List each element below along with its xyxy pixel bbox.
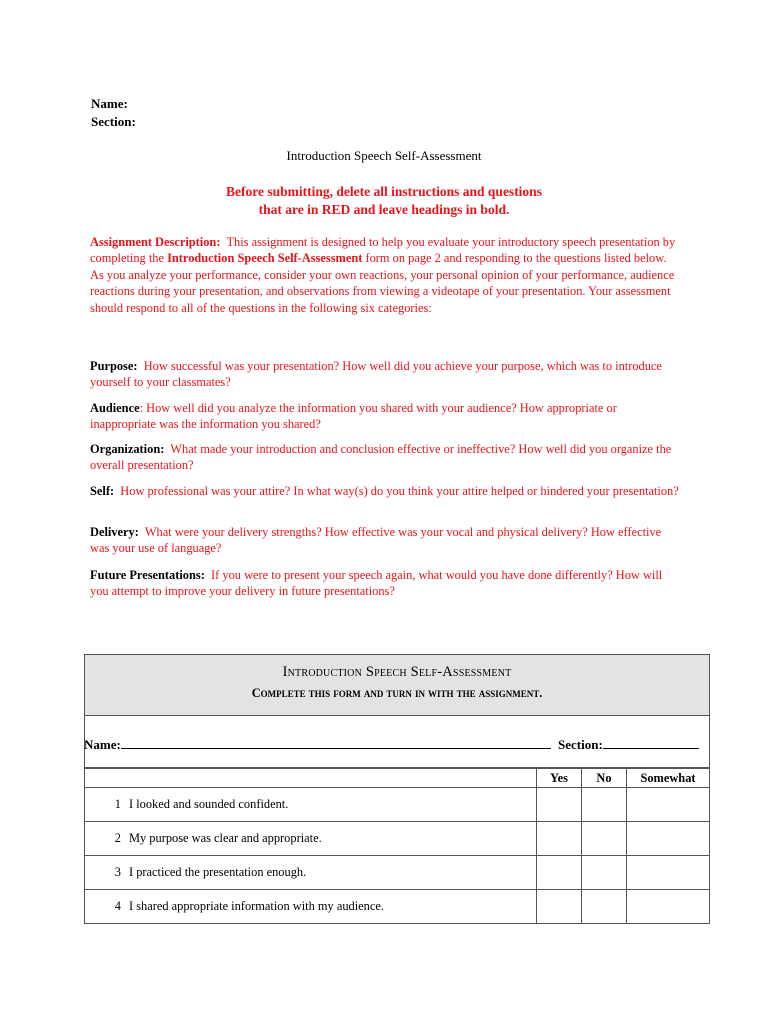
item-number: 3 xyxy=(114,865,121,879)
description-text-b: form on page 2 and responding to the questions listed below. As you analyze your performance, consider your own reactions, your personal opinion of your performance, audience reactions during your presentation, and observations from viewing a videotape of your presentation. Your assessment should respond to all of the questions in the following six categories: xyxy=(90,251,675,315)
form-section-field[interactable] xyxy=(558,736,699,753)
somewhat-checkbox-cell[interactable] xyxy=(627,822,710,856)
item-cell xyxy=(85,822,537,856)
category-future-presentations xyxy=(90,567,682,600)
assignment-description xyxy=(90,234,682,316)
assessment-table xyxy=(84,768,710,924)
category-self xyxy=(90,483,682,499)
section-underline xyxy=(603,736,699,749)
no-checkbox-cell[interactable] xyxy=(582,890,627,924)
description-bold-form-name: Introduction Speech Self-Assessment xyxy=(167,251,363,266)
description-label: Assignment Description: xyxy=(90,235,221,249)
form-name-field[interactable] xyxy=(84,736,551,753)
column-no: No xyxy=(582,769,627,788)
item-cell xyxy=(85,788,537,822)
item-cell xyxy=(85,856,537,890)
red-warning xyxy=(0,183,768,219)
form-name-row xyxy=(84,716,710,768)
item-number: 1 xyxy=(114,797,121,811)
description-text-a: This assignment is designed to help you evaluate your introductory speech presentation by completing the xyxy=(90,235,676,266)
category-audience xyxy=(90,400,682,433)
item-number: 2 xyxy=(114,831,121,845)
item-text: My purpose was clear and appropriate. xyxy=(129,831,322,845)
form-title: Introduction Speech Self-Assessment xyxy=(282,664,512,680)
category-question: What were your delivery strengths? How effective was your vocal and physical delivery? How effective was your use of language? xyxy=(90,525,662,556)
category-label: Audience xyxy=(90,401,140,415)
category-question: : How well did you analyze the information you shared with your audience? How appropriate or inappropriate was the information you shared? xyxy=(90,401,617,432)
item-number: 4 xyxy=(114,899,121,913)
table-row xyxy=(85,822,710,856)
no-checkbox-cell[interactable] xyxy=(582,856,627,890)
somewhat-checkbox-cell[interactable] xyxy=(627,890,710,924)
category-delivery xyxy=(90,524,682,557)
yes-checkbox-cell[interactable] xyxy=(537,890,582,924)
table-header-row xyxy=(85,769,710,788)
name-underline xyxy=(121,736,551,749)
yes-checkbox-cell[interactable] xyxy=(537,822,582,856)
table-row xyxy=(85,890,710,924)
item-cell xyxy=(85,890,537,924)
item-text: I shared appropriate information with my audience. xyxy=(129,899,384,913)
no-checkbox-cell[interactable] xyxy=(582,788,627,822)
item-text: I practiced the presentation enough. xyxy=(129,865,307,879)
self-assessment-form xyxy=(84,654,710,924)
category-label: Future Presentations: xyxy=(90,568,205,582)
category-organization xyxy=(90,441,682,474)
name-label: Name: xyxy=(91,96,128,111)
form-subtitle: Complete this form and turn in with the assignment. xyxy=(251,686,543,700)
table-row xyxy=(85,856,710,890)
category-label: Self: xyxy=(90,484,115,498)
somewhat-checkbox-cell[interactable] xyxy=(627,788,710,822)
table-row xyxy=(85,788,710,822)
header-blank-cell xyxy=(85,769,537,788)
column-somewhat: Somewhat xyxy=(627,769,710,788)
category-label: Delivery: xyxy=(90,525,139,539)
category-purpose xyxy=(90,358,682,391)
form-name-label: Name: xyxy=(84,737,121,752)
no-checkbox-cell[interactable] xyxy=(582,822,627,856)
warning-line-1: Before submitting, delete all instructions and questions xyxy=(226,184,542,199)
category-label: Organization: xyxy=(90,442,165,456)
category-question: What made your introduction and conclusion effective or ineffective? How well did you organize the overall presentation? xyxy=(90,442,672,473)
yes-checkbox-cell[interactable] xyxy=(537,856,582,890)
form-section-label: Section: xyxy=(558,737,603,752)
category-question: How successful was your presentation? How well did you achieve your purpose, which was to introduce yourself to your classmates? xyxy=(90,359,662,390)
form-header xyxy=(84,654,710,716)
header-fields xyxy=(91,95,136,131)
somewhat-checkbox-cell[interactable] xyxy=(627,856,710,890)
item-text: I looked and sounded confident. xyxy=(129,797,289,811)
category-label: Purpose: xyxy=(90,359,138,373)
column-yes: Yes xyxy=(537,769,582,788)
section-label: Section: xyxy=(91,114,136,129)
category-question: How professional was your attire? In what way(s) do you think your attire helped or hindered your presentation? xyxy=(120,484,679,498)
document-title: Introduction Speech Self-Assessment xyxy=(286,148,482,163)
yes-checkbox-cell[interactable] xyxy=(537,788,582,822)
category-question: If you were to present your speech again, what would you have done differently? How will you attempt to improve your delivery in future presentations? xyxy=(90,568,663,599)
warning-line-2: that are in RED and leave headings in bold. xyxy=(258,202,510,217)
